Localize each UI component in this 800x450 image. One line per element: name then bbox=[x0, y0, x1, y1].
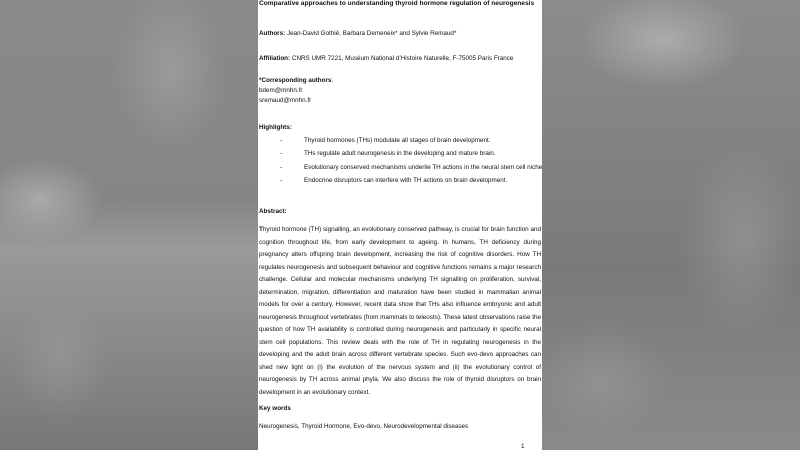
highlight-text: Thyroid hormones (THs) modulate all stages of brain development. bbox=[304, 137, 491, 144]
affiliation-line bbox=[259, 55, 513, 63]
corresponding-colon: : bbox=[331, 77, 334, 84]
bullet-dash: - bbox=[280, 137, 283, 144]
highlight-text: THs regulate adult neurogenesis in the developing and mature brain. bbox=[304, 150, 496, 157]
highlight-text: Endocrine disruptors can interfere with TH actions on brain development. bbox=[304, 177, 508, 184]
email-link-1[interactable]: bdem@mnhn.fr bbox=[259, 87, 303, 94]
page-number: 1 bbox=[521, 443, 525, 450]
corresponding-authors-line bbox=[259, 77, 333, 85]
authors-label: Authors: bbox=[259, 30, 286, 37]
keywords-heading: Key words bbox=[259, 405, 291, 412]
corresponding-label: *Corresponding authors bbox=[259, 77, 332, 84]
keywords-text: Neurogenesis, Thyroid Hormone, Evo-devo, Neurodevelopmental diseases bbox=[259, 423, 469, 430]
bullet-dash: - bbox=[280, 177, 283, 184]
email-link-2[interactable]: sremaud@mnhn.fr bbox=[259, 97, 312, 104]
authors-line bbox=[259, 30, 456, 38]
abstract-drop-letter: T bbox=[259, 226, 263, 233]
blurred-background-left bbox=[0, 0, 258, 450]
authors-text: Jean-David Gothié, Barbara Demeneix* and Sylvie Remaud* bbox=[286, 30, 457, 37]
highlight-text: Evolutionary conserved mechanisms underlie TH actions in the neural stem cell niche bbox=[304, 164, 542, 171]
abstract-heading: Abstract: bbox=[259, 208, 287, 215]
abstract-body bbox=[259, 224, 541, 399]
highlights-heading: Highlights: bbox=[259, 124, 292, 131]
affiliation-text: CNRS UMR 7221, Muséum National d’Histoire Naturelle, F-75005 Paris France bbox=[291, 55, 514, 62]
affiliation-label: Affiliation: bbox=[259, 55, 291, 62]
blurred-background-right bbox=[542, 0, 800, 450]
bullet-dash: - bbox=[280, 164, 283, 171]
paper-title: Comparative approaches to understanding thyroid hormone regulation of neurogenesis bbox=[259, 0, 535, 7]
document-page bbox=[258, 0, 542, 450]
abstract-text: hyroid hormone (TH) signalling, an evolutionary conserved pathway, is crucial for brain function and cognition throughout life, from early development to ageing. In humans, TH deficiency during pregnancy alters offspring brain development, increasing the risk of cognitive disorders. How TH regulates neurogenesis and subsequent behaviour and cognitive functions remains a major research challenge. Cellular and molecular mechanisms underlying TH signalling on proliferation, survival, determination, migration, differentiation and maturation have been studied in mammalian animal models for over a century. However, recent data show that THs also influence embryonic and adult neurogenesis throughout vertebrates (from mammals to teleosts). These latest observations raise the question of how TH availability is controlled during neurogenesis and particularly in specific neural stem cell populations. This review deals with the role of TH in regulating neurogenesis in the developing and the adult brain across different vertebrate species. Such evo-devo approaches can shed new light on (i) the evolution of the nervous system and (ii) the evolutionary control of neurogenesis by TH across animal phyla. We also discuss the role of thyroid disruptors on brain development in an evolutionary context. bbox=[259, 226, 541, 396]
bullet-dash: - bbox=[280, 150, 283, 157]
